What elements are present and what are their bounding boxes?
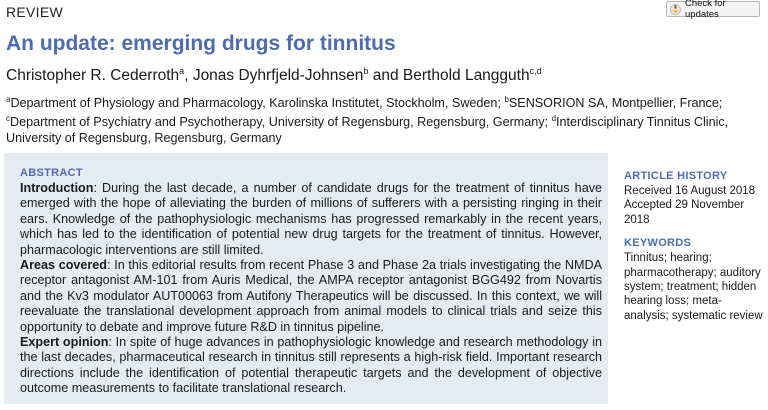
abstract-expert-opinion	[20, 335, 602, 397]
abstract-heading: ABSTRACT	[20, 167, 83, 179]
author-name[interactable]: Berthold Langguth	[402, 67, 530, 85]
abstract-section-text: : During the last decade, a number of candidate drugs for the treatment of tinnitus have emerged with the hope of alleviating the burden of millions of sufferers with a persisting ringing in their ears. Knowledge of the pathophysiologic mechanisms has progressed remarkably in the recent years, which has led to the identification of potential new drug targets for the treatment of tinnitus. However, pharmacologic interventions are still limited.	[20, 181, 602, 257]
check-for-updates-label: Check for updates	[685, 0, 726, 20]
affiliation-text: SENSORION SA, Montpellier, France;	[508, 96, 723, 111]
abstract-section-label: Areas covered	[20, 258, 108, 273]
author-affiliation-mark: a	[179, 66, 185, 76]
author-separator: and	[368, 67, 403, 85]
received-date: Received 16 August 2018	[624, 185, 756, 197]
abstract-section-text: : In spite of huge advances in pathophysiologic knowledge and research methodology in the last decades, pharmaceutical research in tinnitus still represents a high-risk field. Important research directions include the identification of potential therapeutic targets and the development of objective outcome measurements to facilitate translational research.	[20, 335, 603, 396]
section-label: REVIEW	[6, 4, 64, 20]
keywords-list: Tinnitus; hearing; pharmacotherapy; auditory system; treatment; hidden hearing loss; meta-analysis; systematic review	[624, 252, 763, 322]
author-affiliation-mark: b	[363, 66, 369, 76]
abstract-section-label: Introduction	[20, 181, 94, 195]
article-sidebar	[624, 170, 764, 323]
abstract-introduction	[20, 181, 602, 258]
affiliations	[6, 92, 762, 146]
affiliation-mark: a	[6, 95, 11, 104]
affiliation-mark: b	[504, 95, 509, 104]
author-name[interactable]: Christopher R. Cederroth	[6, 67, 180, 85]
abstract-areas-covered	[20, 258, 602, 335]
affiliation-text: Department of Psychiatry and Psychotherapy, University of Regensburg, Regensburg, Germany;	[10, 115, 552, 130]
article-history-heading: ARTICLE HISTORY	[624, 170, 728, 182]
article-title: An update: emerging drugs for tinnitus	[6, 32, 396, 55]
affiliation-text: Interdisciplinary Tinnitus Clinic, University of Regensburg, Regensburg, Germany	[6, 115, 729, 146]
check-for-updates-button[interactable]	[666, 0, 760, 20]
author-name[interactable]: Jonas Dyhrfjeld-Johnsen	[192, 67, 364, 85]
author-affiliation-mark: c,d	[529, 66, 542, 76]
affiliation-mark: c	[6, 114, 10, 124]
crossmark-icon	[670, 4, 681, 15]
keywords-heading: KEYWORDS	[624, 237, 692, 250]
author-separator: ,	[184, 67, 193, 85]
affiliation-mark: d	[551, 114, 557, 124]
author-list	[6, 66, 542, 85]
abstract-section-text: : In this editorial results from recent Phase 3 and Phase 2a trials investigating the NMDA receptor antagonist AM-101 from Auris Medical, the AMPA receptor antagonist BGG492 from Novartis and the Kv3 modulator AUT00063 from Autifony Therapeutics will be discussed. In this context, we will reevaluate the translational development approach from animal models to clinical trials and seize this opportunity to debate and improve future R&D in tinnitus pipeline.	[20, 258, 602, 334]
affiliation-text: Department of Physiology and Pharmacology, Karolinska Institutet, Stockholm, Sweden;	[10, 96, 505, 111]
accepted-date: Accepted 29 November 2018	[624, 199, 745, 226]
abstract-box	[4, 153, 608, 404]
abstract-section-label: Expert opinion	[20, 335, 109, 350]
